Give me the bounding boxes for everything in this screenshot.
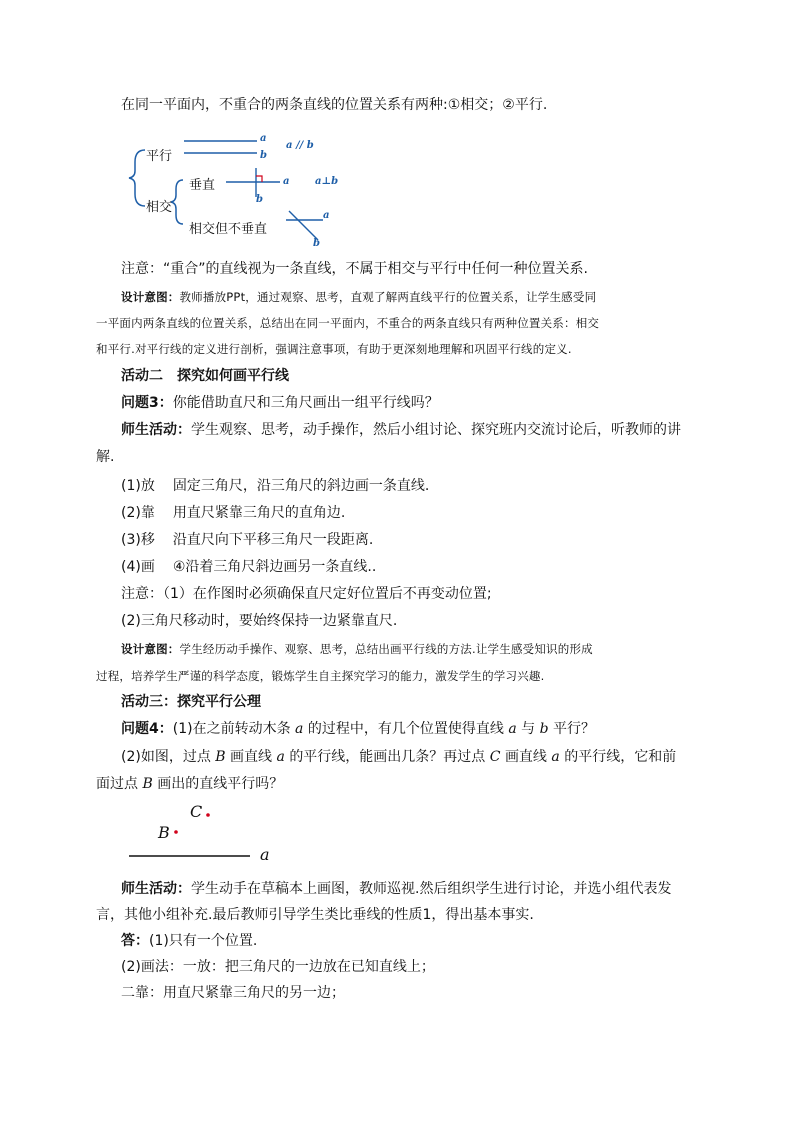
intersect-line-a-label: a <box>323 210 330 221</box>
parallel-label: 平行 <box>146 149 173 164</box>
question-4-part2: (2)如图，过点 B 画直线 a 的平行线，能画出几条？再过点 C 画直线 a 的平行线，它和前 <box>121 749 677 765</box>
right-angle-mark <box>256 176 262 182</box>
line-b-label: b <box>260 150 267 161</box>
question-4-part3: 面过点 B 画出的直线平行吗？ <box>96 776 284 792</box>
intersect-label: 相交 <box>146 200 173 215</box>
note-triangle: (2)三角尺移动时，要始终保持一边紧靠直尺. <box>121 613 398 629</box>
note-ruler: 注意：（1）在作图时必须确保直尺定好位置后不再变动位置; <box>121 586 492 602</box>
step-4: (4)画 ④沿着三角尺斜边画另一条直线.. <box>121 559 377 575</box>
step-2: (2)靠 用直尺紧靠三角尺的直角边. <box>121 505 346 521</box>
method-step-place: (2)画法：一放：把三角尺的一边放在已知直线上； <box>121 959 435 975</box>
question-3: 问题3：你能借助直尺和三角尺画出一组平行线吗？ <box>121 395 439 411</box>
step-3: (3)移 沿直尺向下平移三角尺一段距离. <box>121 532 374 548</box>
intersect-line-b <box>289 211 318 240</box>
activity-3-heading: 活动三：探究平行公理 <box>121 694 261 710</box>
design-intent-2-line2: 过程，培养学生严谨的科学态度，锻炼学生自主探究学习的能力，激发学生的学习兴趣. <box>96 669 545 683</box>
point-b-label: B <box>158 823 170 842</box>
design-intent-2-line1: 设计意图：学生经历动手操作、观察、思考，总结出画平行线的方法.让学生感受知识的形成 <box>121 642 593 656</box>
parallel-notation: a // b <box>286 140 314 151</box>
teacher-activity-1-line2: 解. <box>96 449 115 465</box>
perp-notation: a⊥b <box>315 176 339 187</box>
line-a-label: a <box>260 133 267 144</box>
intro-text: 在同一平面内，不重合的两条直线的位置关系有两种:①相交；②平行. <box>121 97 548 113</box>
design-intent-1-line1: 设计意图：教师播放PPt，通过观察、思考，直观了解两直线平行的位置关系，让学生感受同 <box>121 290 597 304</box>
point-c-label: C <box>190 802 203 821</box>
perpendicular-label: 垂直 <box>189 178 216 193</box>
intersect-not-perp-label: 相交但不垂直 <box>189 222 268 237</box>
brace <box>129 150 145 206</box>
note-coincide: 注意：“重合”的直线视为一条直线，不属于相交与平行中任何一种位置关系. <box>121 261 588 277</box>
design-intent-1-line3: 和平行.对平行线的定义进行剖析，强调注意事项，有助于更深刻地理解和巩固平行线的定义. <box>96 342 572 356</box>
answer-1: 答：(1)只有一个位置. <box>121 933 258 949</box>
teacher-activity-1-line1: 师生活动：学生观察、思考，动手操作，然后小组讨论、探究班内交流讨论后，听教师的讲 <box>121 422 681 438</box>
question-4-part1: 问题4：(1)在之前转动木条 a 的过程中，有几个位置使得直线 a 与 b 平行？ <box>121 721 595 737</box>
teacher-activity-2-line1: 师生活动：学生动手在草稿本上画图，教师巡视.然后组织学生进行讨论，并选小组代表发 <box>121 881 672 897</box>
perp-line-a-label: a <box>283 176 290 187</box>
sub-brace <box>171 180 183 224</box>
design-intent-1-line2: 一平面内两条直线的位置关系，总结出在同一平面内，不重合的两条直线只有两种位置关系：相交 <box>96 316 600 330</box>
perp-line-b-label: b <box>256 194 263 205</box>
method-step-lean: 二靠：用直尺紧靠三角尺的另一边； <box>121 985 345 1001</box>
step-1: (1)放 固定三角尺，沿三角尺的斜边画一条直线. <box>121 478 430 494</box>
design-intent-label: 设计意图： <box>121 290 180 304</box>
teacher-activity-2-line2: 言，其他小组补充.最后教师引导学生类比垂线的性质1，得出基本事实. <box>96 907 534 923</box>
activity-2-heading: 活动二 探究如何画平行线 <box>121 368 289 384</box>
line-a-label: a <box>260 845 270 864</box>
intersect-line-b-label: b <box>313 238 320 249</box>
